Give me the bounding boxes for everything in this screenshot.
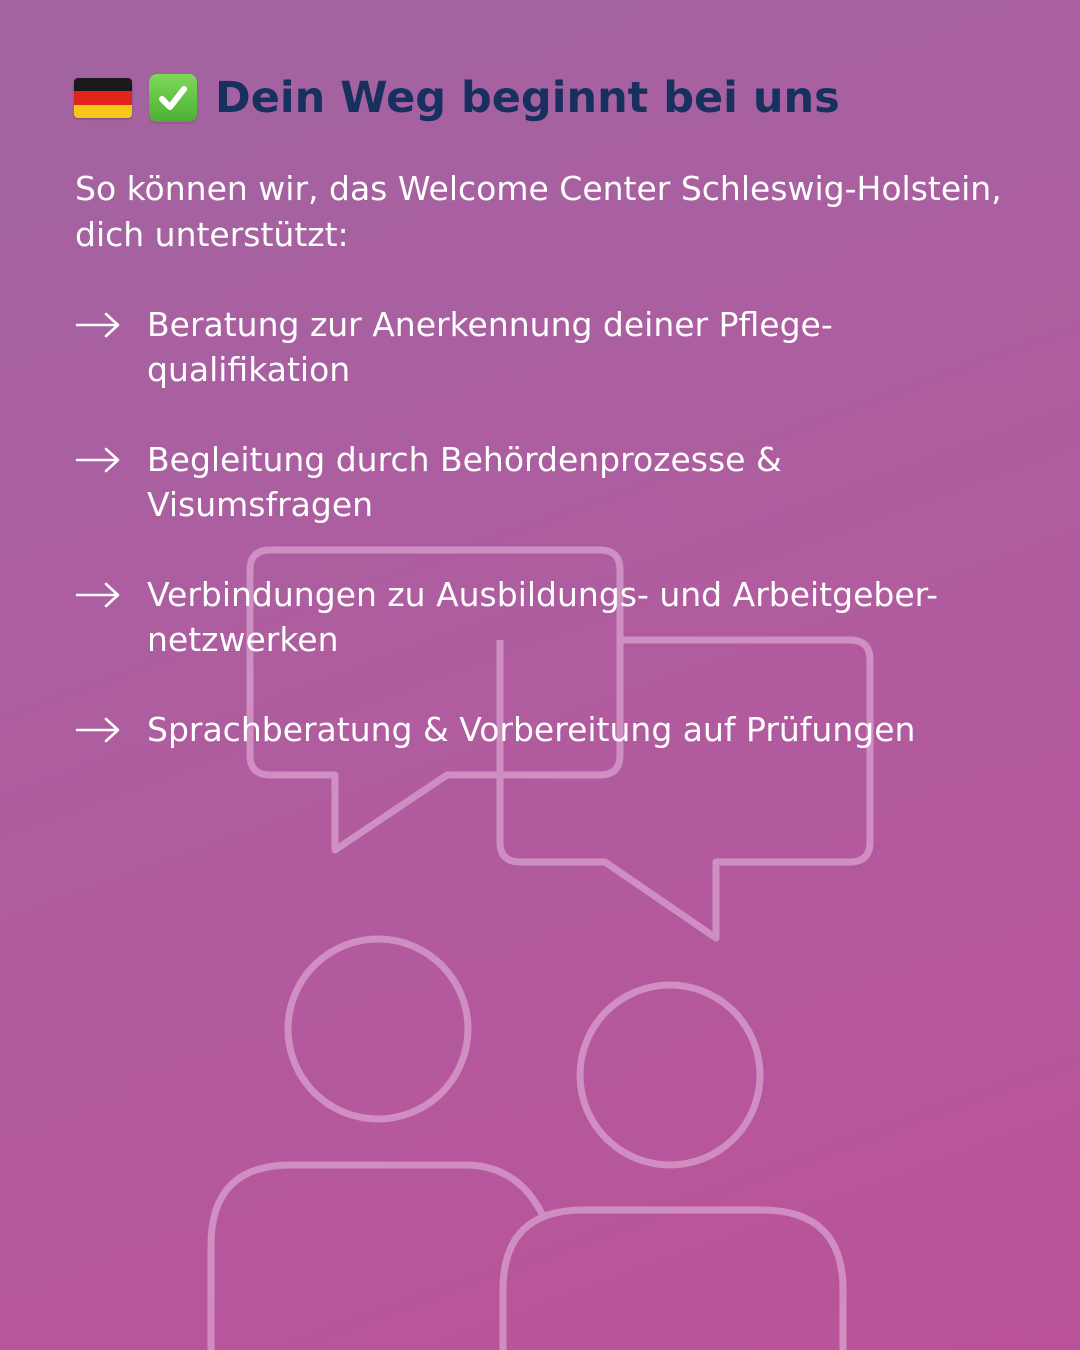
page-title: Dein Weg beginnt bei uns <box>215 73 840 123</box>
list-item-text <box>147 707 1007 752</box>
list-item-line-2: netzwerken <box>147 620 339 659</box>
list-item-line-1: Beratung zur Anerkennung deiner Pflege- <box>147 305 833 344</box>
list-item-text <box>147 572 1007 662</box>
list-item-text <box>147 437 1007 527</box>
right-arrow-icon <box>75 715 121 745</box>
list-item-line-1: Begleitung durch Behördenprozesse & <box>147 440 782 479</box>
white-check-mark-icon <box>149 74 197 122</box>
list-item-text <box>147 302 1007 392</box>
right-arrow-icon <box>75 445 121 475</box>
list-item-line-2: Visumsfragen <box>147 485 374 524</box>
intro-line-2: dich unterstützt: <box>75 215 349 254</box>
right-arrow-icon <box>75 310 121 340</box>
intro-text <box>75 166 1035 258</box>
intro-line-1: So können wir, das Welcome Center Schleswig-Holstein, <box>75 169 1002 208</box>
list-item-line-1: Verbindungen zu Ausbildungs- und Arbeitgeber- <box>147 575 938 614</box>
header <box>74 68 840 128</box>
list-item-line-1: Sprachberatung & Vorbereitung auf Prüfungen <box>147 710 916 749</box>
right-arrow-icon <box>75 580 121 610</box>
list-item-line-2: qualifikation <box>147 350 351 389</box>
germany-flag-icon <box>74 78 132 118</box>
